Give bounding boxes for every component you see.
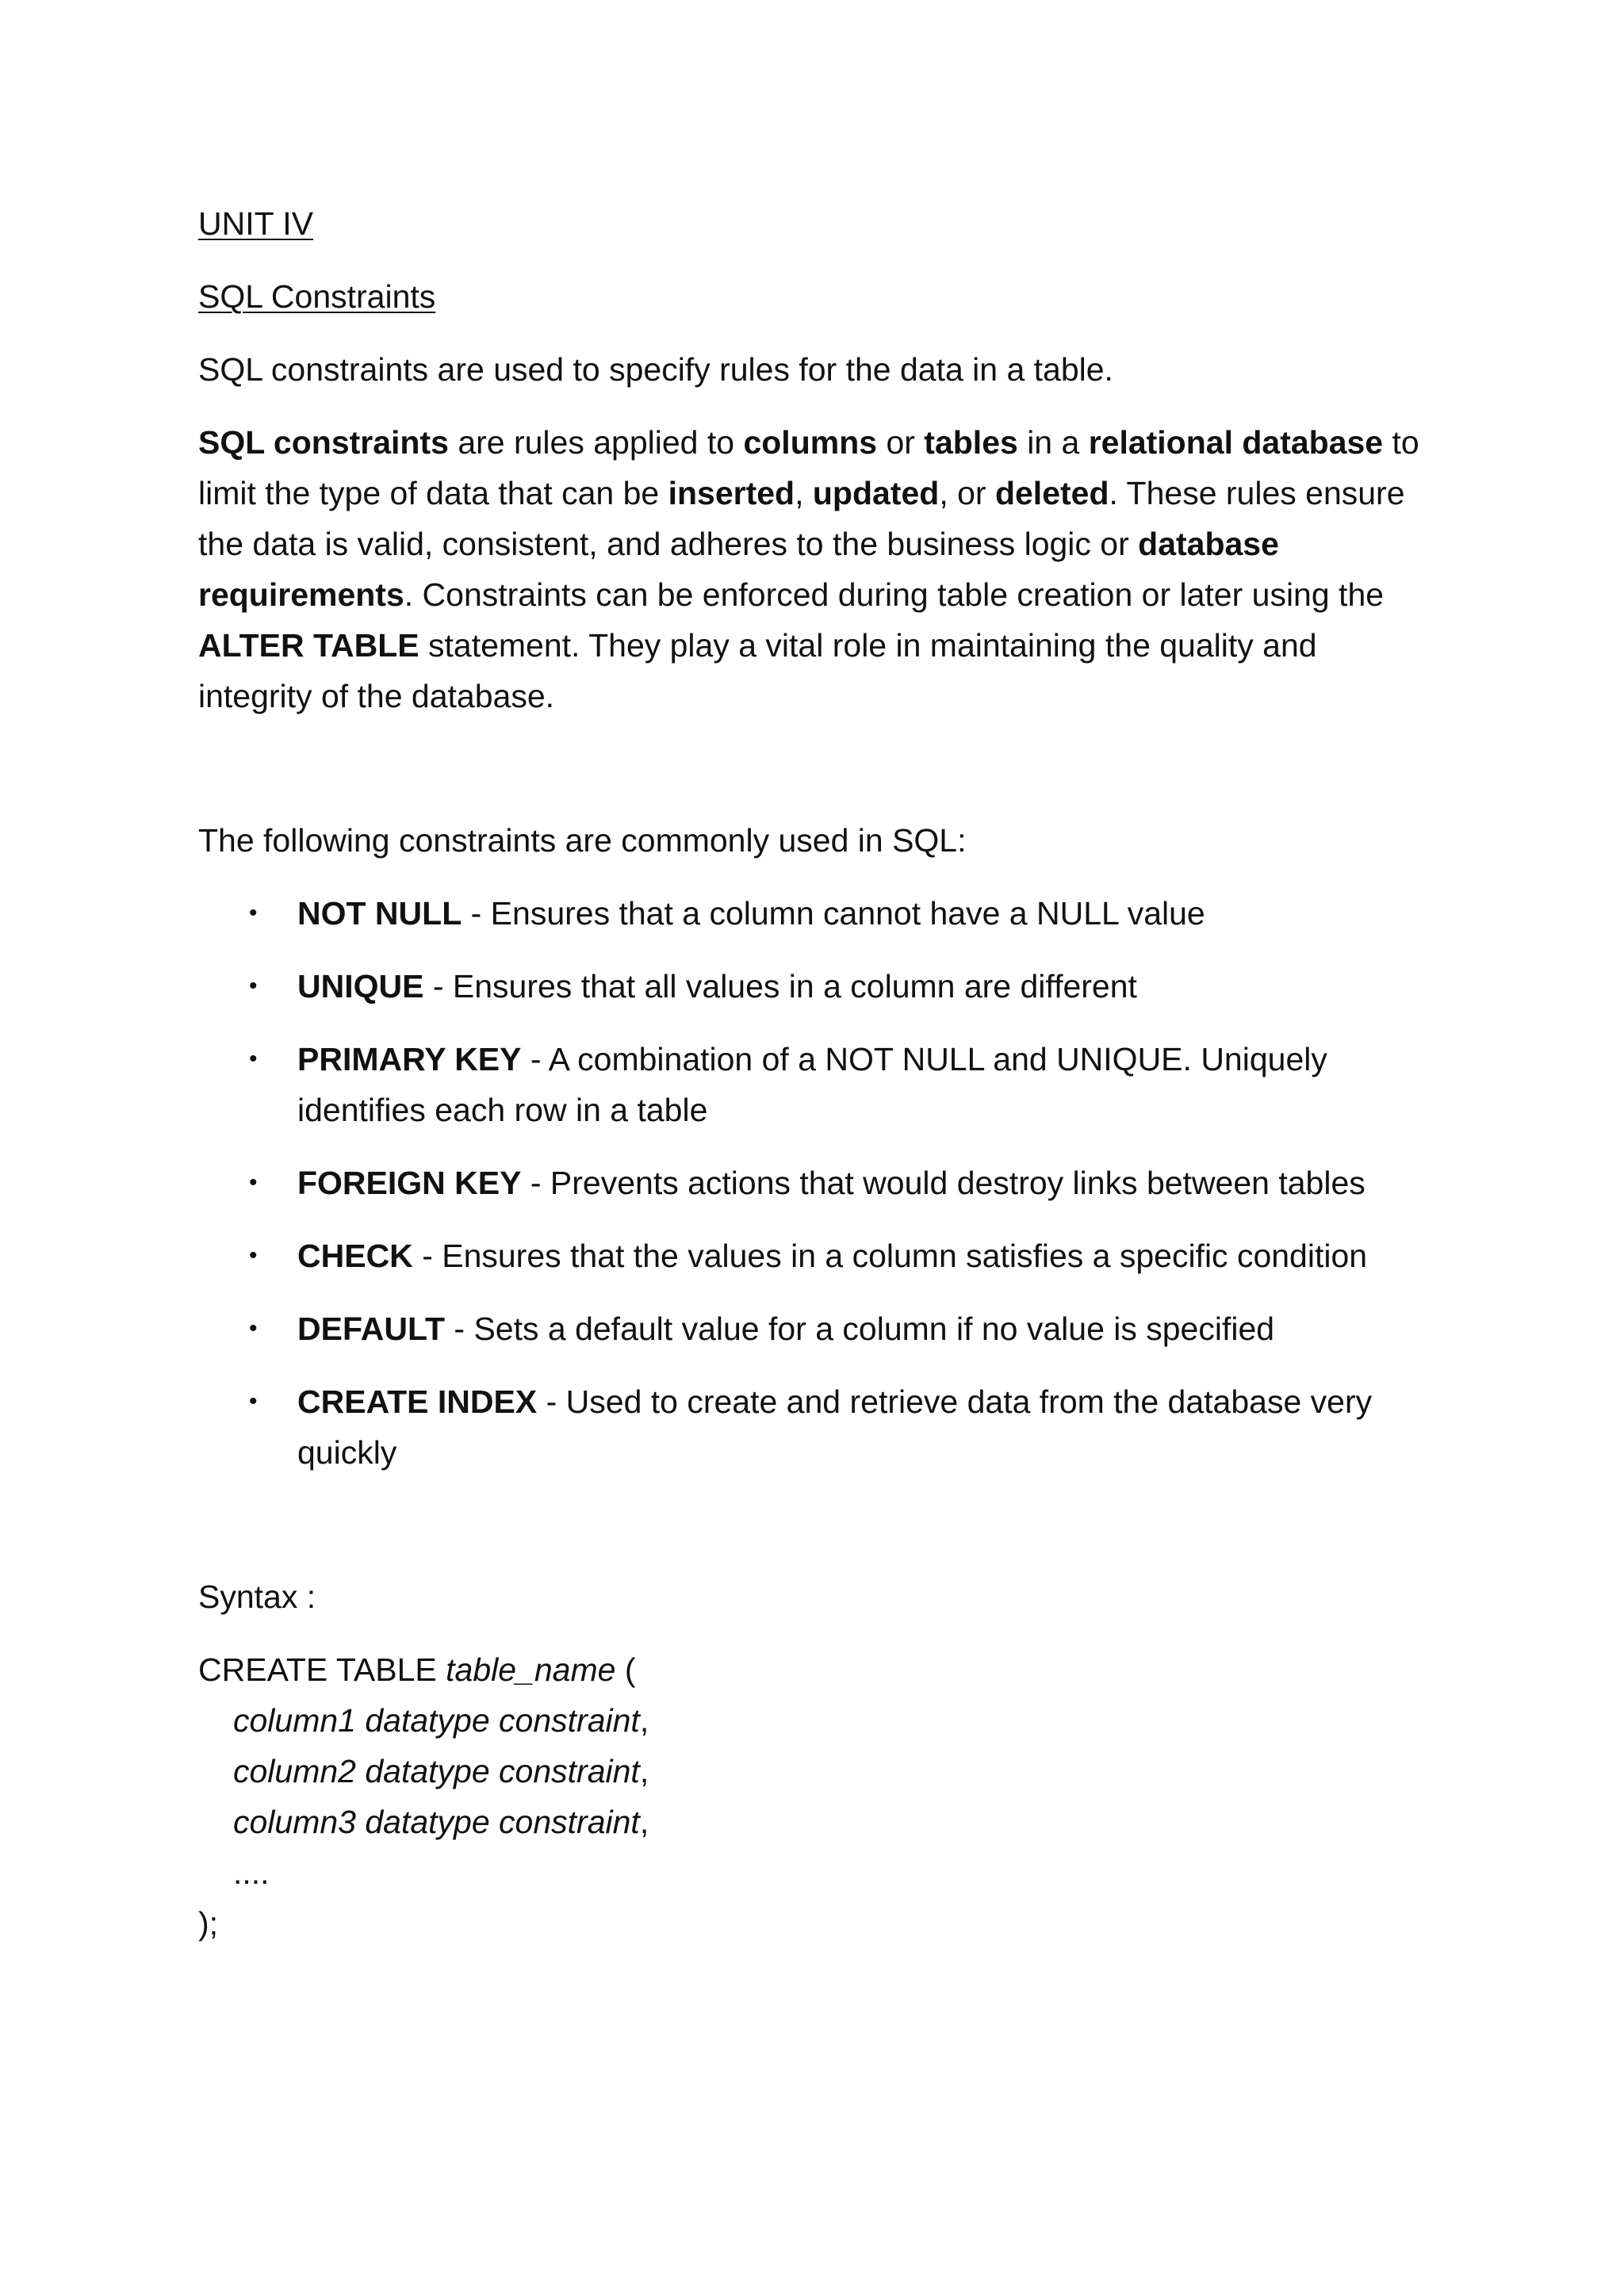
syntax-ellipsis: .... [233,1854,270,1891]
syntax-open-paren: ( [615,1651,636,1688]
constraint-name: NOT NULL [297,895,462,932]
term-relational-database: relational database [1088,424,1384,461]
bullet-icon: • [249,1388,258,1414]
syntax-keyword: CREATE TABLE [198,1651,446,1688]
paragraph-text: , [795,475,813,511]
term-database-requirements: database requirements [198,526,1279,613]
syntax-column-line [198,1695,1435,1746]
constraint-desc: - Ensures that the values in a column satisfies a specific condition [412,1238,1368,1274]
syntax-comma: , [639,1702,649,1739]
syntax-column: column2 datatype constraint [233,1753,640,1789]
list-item [198,1376,1435,1478]
list-item [198,961,1435,1012]
term-updated: updated [812,475,940,511]
section-title [198,271,1435,322]
constraint-desc: - Used to create and retrieve data from the database very quickly [297,1383,1373,1471]
syntax-column: column1 datatype constraint [233,1702,640,1739]
bullet-icon: • [249,1046,258,1072]
bullet-icon: • [249,973,258,999]
constraints-list [198,888,1435,1478]
list-item [198,1158,1435,1208]
constraint-name: PRIMARY KEY [297,1041,522,1077]
syntax-comma: , [639,1753,649,1789]
paragraph-text: . Constraints can be enforced during table creation or later using the [404,576,1385,613]
list-item [198,1034,1435,1135]
term-alter-table: ALTER TABLE [198,627,419,664]
syntax-create-line [198,1644,1435,1695]
list-item [198,1230,1435,1281]
syntax-block [198,1644,1435,1949]
syntax-comma: , [639,1804,649,1840]
paragraph-text: , or [939,475,995,511]
paragraph-text: to limit the type of data that can be [198,424,1419,511]
constraint-desc: - Ensures that all values in a column are different [423,968,1137,1004]
unit-title [198,198,1435,249]
constraint-desc: - Sets a default value for a column if no value is specified [445,1311,1275,1347]
section-title-text: SQL Constraints [198,278,436,315]
constraint-desc: - Prevents actions that would destroy links between tables [521,1165,1365,1201]
unit-title-text: UNIT IV [198,205,314,242]
list-intro: The following constraints are commonly used in SQL: [198,822,967,859]
list-item [198,1303,1435,1354]
syntax-table-name: table_name [446,1651,616,1688]
syntax-column-line [198,1797,1435,1847]
bullet-icon: • [249,900,258,926]
bullet-icon: • [249,1242,258,1269]
syntax-close: ); [198,1905,219,1942]
paragraph-text: or [877,424,925,461]
term-sql-constraints: SQL constraints [198,424,449,461]
syntax-column-line [198,1746,1435,1797]
syntax-column: column3 datatype constraint [233,1804,640,1840]
constraint-name: DEFAULT [297,1311,446,1347]
constraint-desc: - A combination of a NOT NULL and UNIQUE. Uniquely identifies each row in a table [297,1041,1327,1128]
document-page [198,198,1435,1949]
paragraph-text: in a [1017,424,1089,461]
term-inserted: inserted [668,475,795,511]
term-tables: tables [924,424,1018,461]
term-columns: columns [743,424,878,461]
intro-sentence: SQL constraints are used to specify rules for the data in a table. [198,351,1113,388]
paragraph-text: . These rules ensure the data is valid, consistent, and adheres to the business logic or [198,475,1405,562]
syntax-label: Syntax : [198,1578,316,1615]
bullet-icon: • [249,1169,258,1196]
constraint-name: CREATE INDEX [297,1383,538,1420]
constraint-name: FOREIGN KEY [297,1165,522,1201]
paragraph-text: statement. They play a vital role in maintaining the quality and integrity of the database. [198,627,1317,714]
list-item [198,888,1435,939]
paragraph-text: are rules applied to [448,424,744,461]
term-deleted: deleted [994,475,1109,511]
bullet-icon: • [249,1315,258,1341]
constraint-desc: - Ensures that a column cannot have a NULL value [462,895,1205,932]
constraint-name: UNIQUE [297,968,424,1004]
definition-paragraph [198,417,1435,721]
constraint-name: CHECK [297,1238,413,1274]
